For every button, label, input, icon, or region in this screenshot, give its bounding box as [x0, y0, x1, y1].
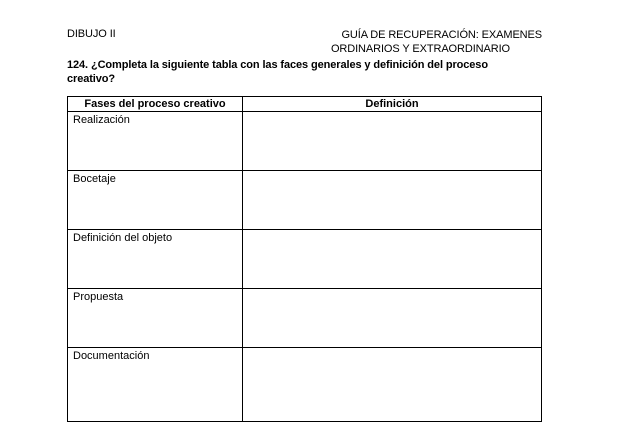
definition-cell[interactable] — [243, 289, 542, 348]
phase-cell: Propuesta — [68, 289, 243, 348]
guide-title — [331, 28, 542, 56]
table-row — [68, 171, 542, 230]
phase-cell: Realización — [68, 112, 243, 171]
guide-title-line1: GUÍA DE RECUPERACIÓN: EXAMENES — [341, 29, 542, 41]
table-header-row — [68, 97, 542, 112]
phase-cell: Definición del objeto — [68, 230, 243, 289]
definition-cell[interactable] — [243, 348, 542, 422]
guide-title-line2: ORDINARIOS Y EXTRAORDINARIO — [330, 43, 510, 55]
phase-cell: Bocetaje — [68, 171, 243, 230]
table-row — [68, 230, 542, 289]
table-row — [68, 289, 542, 348]
subject-label: DIBUJO II — [67, 28, 116, 40]
table-row — [68, 112, 542, 171]
header-definition: Definición — [243, 97, 542, 112]
header-phases: Fases del proceso creativo — [68, 97, 243, 112]
creative-process-table — [67, 96, 542, 422]
question-text: 124. ¿Completa la siguiente tabla con las faces generales y definición del proceso creativo? — [67, 59, 488, 85]
definition-cell[interactable] — [243, 171, 542, 230]
phase-cell: Documentación — [68, 348, 243, 422]
definition-cell[interactable] — [243, 230, 542, 289]
definition-cell[interactable] — [243, 112, 542, 171]
table-row — [68, 348, 542, 422]
